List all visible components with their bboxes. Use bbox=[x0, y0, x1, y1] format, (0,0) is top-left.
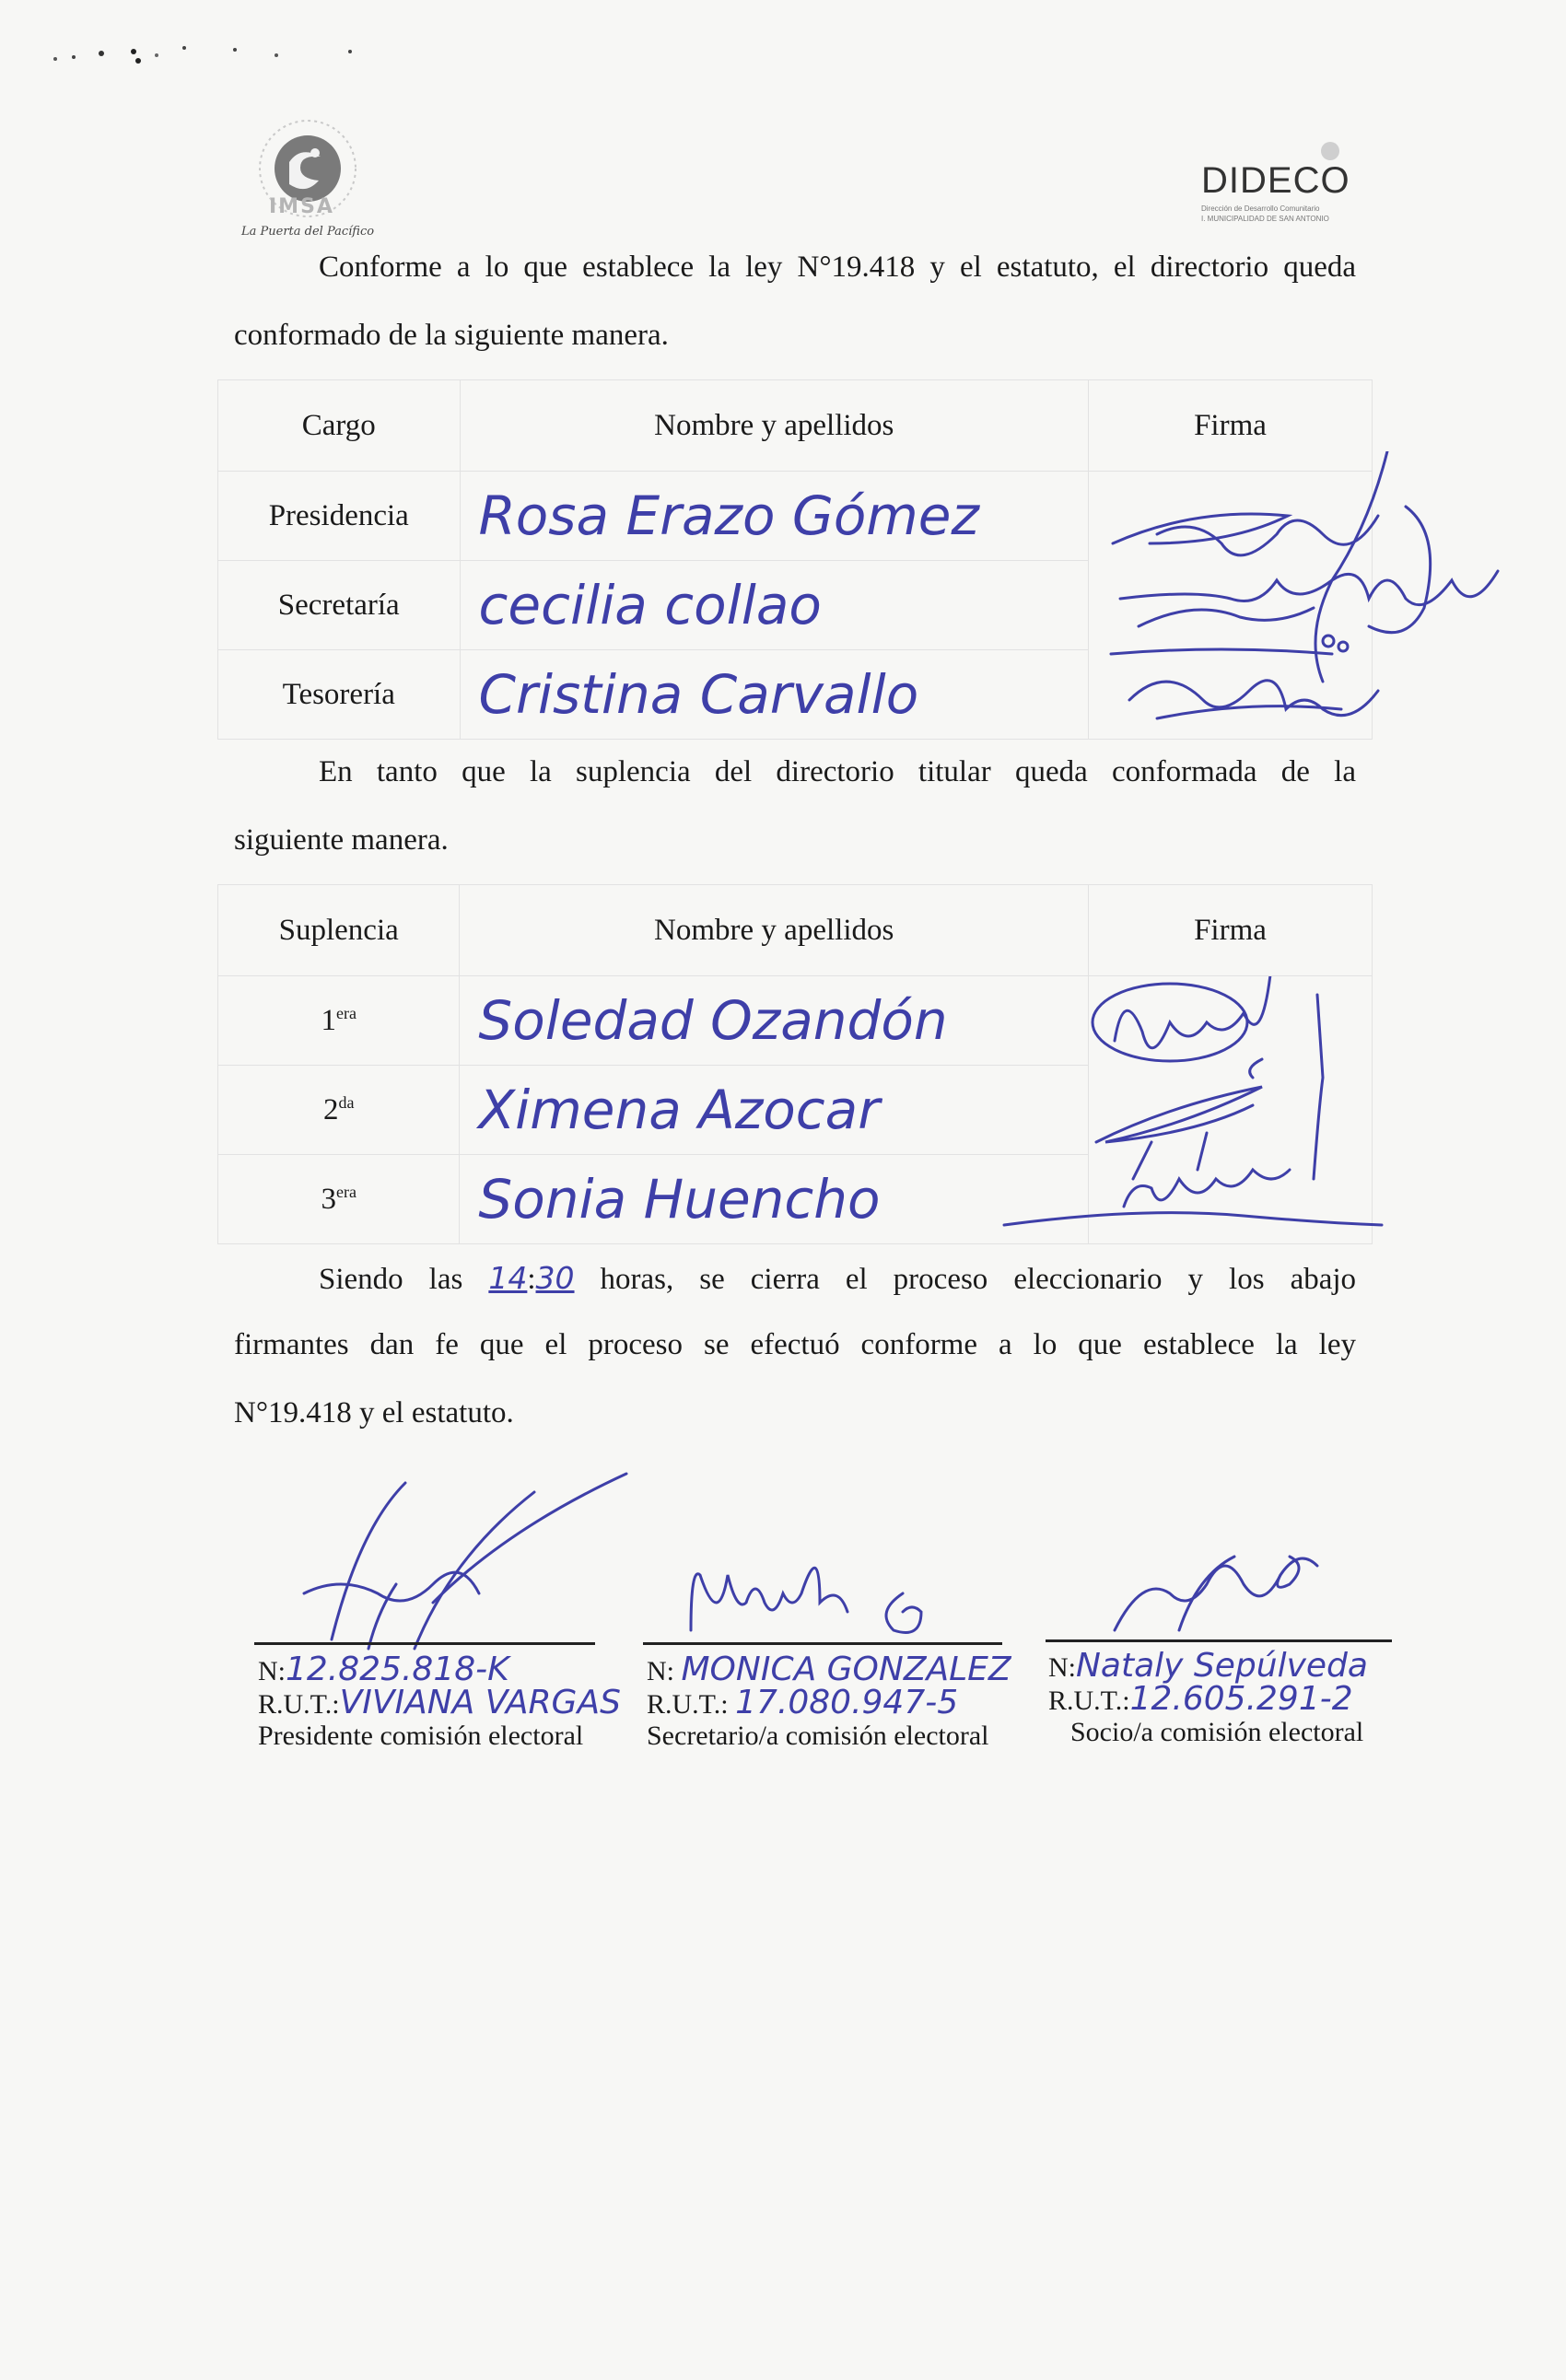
scan-specks bbox=[46, 31, 359, 68]
closing-sep: : bbox=[527, 1263, 536, 1296]
intro-line-1: Conforme a lo que establece la ley N°19.418 y el estatuto, el directorio queda bbox=[319, 251, 1356, 284]
closing-line-2: firmantes dan fe que el proceso se efectuó conforme a lo que establece la ley bbox=[234, 1328, 1356, 1361]
table1-header-firma: Firma bbox=[1089, 380, 1373, 472]
closing-hour: 14 bbox=[488, 1260, 528, 1296]
suplente-num: 1 bbox=[321, 1003, 336, 1037]
mid-line-1: En tanto que la suplencia del directorio titular queda conformada de la bbox=[319, 755, 1356, 788]
signature-2-block bbox=[647, 1651, 1011, 1752]
n-value: MONICA GONZALEZ bbox=[681, 1651, 1011, 1688]
signature-1-line bbox=[254, 1642, 595, 1645]
n-label: N: bbox=[258, 1656, 286, 1686]
signature-2-line bbox=[643, 1642, 1002, 1645]
dideco-logo bbox=[1198, 138, 1363, 230]
mid-line-2: siguiente manera. bbox=[234, 823, 449, 857]
dideco-logo-name: DIDECO bbox=[1201, 160, 1350, 201]
suplente-ordinal: era bbox=[335, 1003, 356, 1022]
table1-header-nombre: Nombre y apellidos bbox=[460, 380, 1089, 472]
rut-label: R.U.T.: bbox=[258, 1689, 340, 1720]
table2-suplente-1 bbox=[218, 976, 460, 1066]
table1-nombre-cell bbox=[460, 561, 1089, 650]
table1-cargo-secretaria: Secretaría bbox=[218, 561, 461, 650]
closing-minute: 30 bbox=[535, 1260, 575, 1296]
signature-3-scribble bbox=[1105, 1547, 1345, 1649]
suplente-ordinal: era bbox=[335, 1182, 356, 1201]
table2-header-nombre: Nombre y apellidos bbox=[460, 885, 1089, 976]
signature-3-block bbox=[1048, 1647, 1368, 1748]
table2-nombre-2: Ximena Azocar bbox=[478, 1079, 881, 1141]
table1-signatures bbox=[1102, 451, 1525, 746]
rut-value: VIVIANA VARGAS bbox=[339, 1684, 621, 1721]
table2-suplente-2 bbox=[218, 1066, 460, 1155]
imsa-logo-motto: La Puerta del Pacífico bbox=[241, 225, 375, 239]
closing-post: horas, se cierra el proceso eleccionario y los abajo bbox=[600, 1263, 1357, 1296]
table1-nombre-cell bbox=[460, 650, 1089, 740]
n-value: 12.825.818-K bbox=[286, 1651, 509, 1688]
n-value: Nataly Sepúlveda bbox=[1076, 1647, 1368, 1685]
closing-time bbox=[488, 1260, 575, 1296]
signature-1-rut bbox=[258, 1684, 621, 1721]
table2-nombre-1: Soledad Ozandón bbox=[478, 989, 948, 1052]
rut-label: R.U.T.: bbox=[647, 1689, 729, 1720]
rut-value: 12.605.291-2 bbox=[1129, 1680, 1353, 1718]
n-label: N: bbox=[1048, 1652, 1076, 1683]
closing-pre: Siendo las bbox=[319, 1263, 463, 1296]
table1-nombre-secretaria: cecilia collao bbox=[478, 574, 822, 636]
table2-signatures bbox=[986, 976, 1409, 1253]
closing-line-1 bbox=[319, 1260, 1356, 1297]
table1-nombre-cell bbox=[460, 472, 1089, 561]
rut-label: R.U.T.: bbox=[1048, 1686, 1130, 1716]
suplente-num: 2 bbox=[322, 1092, 339, 1126]
table1-nombre-tesoreria: Cristina Carvallo bbox=[478, 663, 919, 726]
table2-suplente-3 bbox=[218, 1155, 460, 1244]
table2-header-suplencia: Suplencia bbox=[218, 885, 460, 976]
table1-cargo-tesoreria: Tesorería bbox=[218, 650, 461, 740]
signature-2-scribble bbox=[682, 1557, 976, 1639]
imsa-logo-name: IMSA bbox=[269, 195, 334, 218]
signature-1-n bbox=[258, 1651, 621, 1688]
signature-2-rut bbox=[647, 1684, 1011, 1721]
table1-header-cargo: Cargo bbox=[218, 380, 461, 472]
table2-header-firma: Firma bbox=[1088, 885, 1372, 976]
suplente-ordinal: da bbox=[338, 1092, 355, 1112]
signature-1-block bbox=[258, 1651, 621, 1752]
table1-nombre-presidencia: Rosa Erazo Gómez bbox=[478, 484, 979, 547]
rut-value: 17.080.947-5 bbox=[735, 1684, 959, 1721]
suplente-num: 3 bbox=[321, 1182, 336, 1216]
signature-1-scribble bbox=[276, 1464, 645, 1667]
signature-3-role: Socio/a comisión electoral bbox=[1070, 1717, 1364, 1747]
signature-3-line bbox=[1046, 1639, 1392, 1642]
dideco-logo-sub1: Dirección de Desarrollo Comunitario bbox=[1201, 204, 1320, 213]
imsa-logo bbox=[241, 118, 416, 251]
signature-2-role: Secretario/a comisión electoral bbox=[647, 1721, 989, 1751]
table1-cargo-presidencia: Presidencia bbox=[218, 472, 461, 561]
closing-line-3: N°19.418 y el estatuto. bbox=[234, 1396, 514, 1429]
table2-nombre-3: Sonia Huencho bbox=[478, 1168, 881, 1231]
intro-line-2: conformado de la siguiente manera. bbox=[234, 319, 669, 352]
n-label: N: bbox=[647, 1656, 674, 1686]
signature-2-n bbox=[647, 1651, 1011, 1688]
dideco-logo-sub2: I. MUNICIPALIDAD DE SAN ANTONIO bbox=[1201, 215, 1329, 223]
signature-3-rut bbox=[1048, 1680, 1368, 1718]
signature-3-n bbox=[1048, 1647, 1368, 1685]
signature-1-role: Presidente comisión electoral bbox=[258, 1721, 584, 1751]
